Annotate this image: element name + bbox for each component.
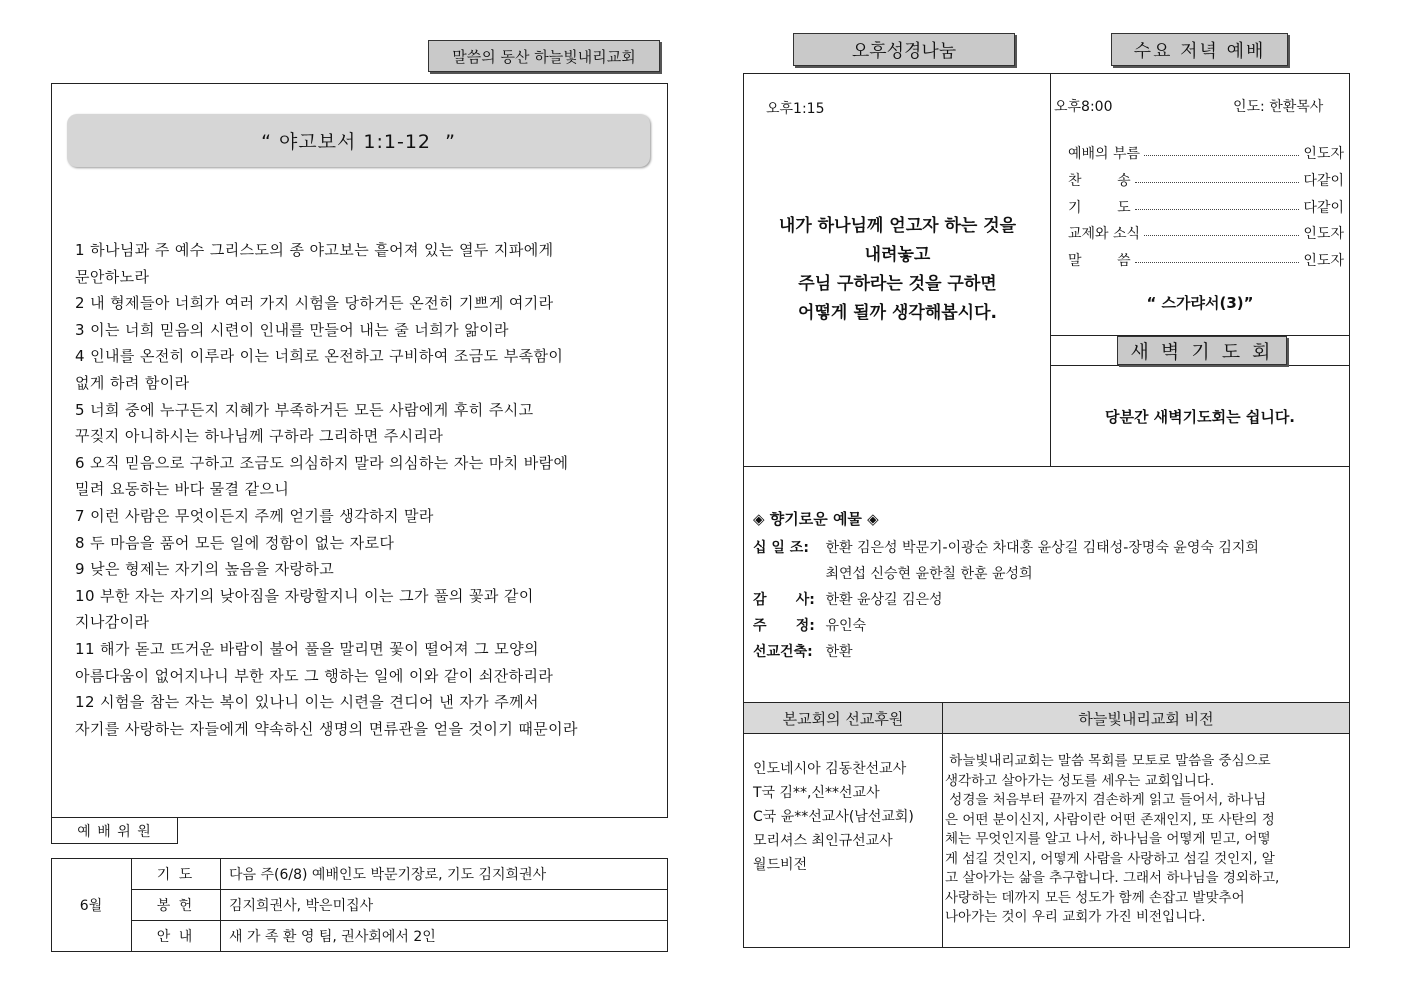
offering-label: 십 일 조: xyxy=(753,540,809,556)
order-item: 말 씀 xyxy=(1068,253,1131,269)
vision-line: 체는 무엇인지를 알고 나서, 하나님을 어떻게 믿고, 어떻 xyxy=(945,831,1271,847)
offering-label: 감 사: xyxy=(753,592,815,608)
mission-item: C국 윤**선교사(남선교회) xyxy=(753,809,914,825)
leader-dots xyxy=(1144,155,1299,156)
scripture-line: 1 하나님과 주 예수 그리스도의 종 야고보는 흩어져 있는 열두 지파에게 xyxy=(75,241,554,259)
offering-names: 한환 xyxy=(825,644,853,660)
section-divider xyxy=(743,466,1350,467)
afternoon-message xyxy=(745,212,1050,328)
scripture-line: 12 시험을 참는 자는 복이 있나니 이는 시련을 견디어 낸 자가 주께서 xyxy=(75,693,539,712)
mission-item: T국 김**,신**선교사 xyxy=(753,785,880,801)
offering-row xyxy=(753,641,853,661)
offering-names: 유인숙 xyxy=(825,618,867,634)
scripture-line: 없게 하려 함이라 xyxy=(75,373,190,392)
mission-item: 인도네시아 김동찬선교사 xyxy=(753,761,907,777)
vision-line: 생각하고 살아가는 성도를 세우는 교회입니다. xyxy=(945,772,1215,789)
scripture-line: 7 이런 사람은 무엇이든지 주께 얻기를 생각하지 말라 xyxy=(75,506,434,525)
mission-header-cell xyxy=(744,703,942,733)
sermon-title: “ 스가랴서(3)” xyxy=(1146,294,1254,312)
scripture-line: 밀려 요동하는 바다 물결 같으니 xyxy=(75,480,290,499)
offering-row xyxy=(753,537,1259,557)
dawn-prayer-tab-text: 새 벽 기 도 회 xyxy=(1130,341,1274,363)
afternoon-message-line: 내려놓고 xyxy=(864,245,931,265)
leader-dots xyxy=(1144,235,1299,236)
scripture-line: 11 해가 돋고 뜨거운 바람이 불어 풀을 말리면 꽃이 떨어져 그 모양의 xyxy=(75,639,539,658)
section-divider xyxy=(1050,365,1350,366)
mission-item: 월드비전 xyxy=(753,857,808,873)
afternoon-bible-tab xyxy=(793,33,1015,66)
vision-line: 하늘빛내리교회는 말씀 목회를 모토로 말씀을 중심으로 xyxy=(945,753,1271,769)
order-row xyxy=(1068,249,1344,271)
church-header-text: 말씀의 동산 하늘빛내리교회 xyxy=(452,47,636,66)
order-who: 인도자 xyxy=(1303,146,1344,162)
leader-dots xyxy=(1135,209,1300,210)
column-divider xyxy=(942,702,943,948)
scripture-text xyxy=(75,237,665,742)
order-who: 다같이 xyxy=(1303,200,1344,216)
offering-names: 최연섭 신승현 윤한칠 한훈 윤성희 xyxy=(825,566,1033,582)
vision-line: 사랑하는 데까지 모든 성도가 함께 손잡고 발맞추어 xyxy=(945,889,1245,906)
duty-month-text: 6월 xyxy=(79,898,103,914)
mission-list xyxy=(753,757,914,877)
church-header-tag xyxy=(428,40,660,72)
scripture-line: 9 낮은 형제는 자기의 높음을 자랑하고 xyxy=(75,560,335,579)
scripture-line: 4 인내를 온전히 이루라 이는 너희로 온전하고 구비하여 조금도 부족함이 xyxy=(75,347,564,366)
order-row xyxy=(1068,196,1344,218)
duty-detail xyxy=(229,920,659,952)
afternoon-message-line: 내가 하나님께 얻고자 하는 것을 xyxy=(778,216,1017,236)
duty-role-text: 안 내 xyxy=(156,929,195,945)
vision-text xyxy=(945,752,1347,928)
section-divider xyxy=(743,733,1350,734)
vision-header-cell xyxy=(943,703,1349,733)
dawn-prayer-tab xyxy=(1117,336,1287,365)
scripture-title-bar xyxy=(67,114,650,167)
duty-detail-text: 김지희권사, 박은미집사 xyxy=(229,897,374,914)
scripture-line: 자기를 사랑하는 자들에게 약속하신 생명의 면류관을 얻을 것이기 때문이라 xyxy=(75,719,578,738)
scripture-line: 10 부한 자는 자기의 낮아짐을 자랑할지니 이는 그가 풀의 꽃과 같이 xyxy=(75,586,534,605)
order-item: 기 도 xyxy=(1068,200,1131,216)
leader-dots xyxy=(1135,182,1300,183)
order-item: 교제와 소식 xyxy=(1068,226,1141,242)
order-row xyxy=(1068,222,1344,244)
order-who: 다같이 xyxy=(1303,173,1344,189)
duty-detail xyxy=(229,858,659,889)
scripture-line: 꾸짖지 아니하시는 하나님께 구하라 그리하면 주시리라 xyxy=(75,427,444,446)
offering-row xyxy=(753,589,943,609)
scripture-line: 2 내 형제들아 너희가 여러 가지 시험을 당하거든 온전히 기쁘게 여기라 xyxy=(75,294,554,313)
offering-names: 한환 김은성 박문기-이광순 차대홍 윤상길 김태성-장명숙 윤영숙 김지희 xyxy=(825,540,1259,556)
scripture-title: “ 야고보서 1:1-12 ” xyxy=(261,131,456,153)
wednesday-leader: 인도: 한환목사 xyxy=(1233,99,1324,115)
worship-committee-text: 예 배 위 원 xyxy=(77,823,152,840)
duty-detail-text: 다음 주(6/8) 예배인도 박문기장로, 기도 김지희권사 xyxy=(229,866,547,883)
order-item: 찬 송 xyxy=(1068,173,1131,189)
duty-month xyxy=(51,858,131,952)
order-item: 예배의 부름 xyxy=(1068,146,1141,162)
afternoon-time: 오후1:15 xyxy=(766,101,825,117)
scripture-line: 3 이는 너희 믿음의 시련이 인내를 만들어 내는 줄 너희가 앎이라 xyxy=(75,320,509,339)
offering-heading: ◈ 향기로운 예물 ◈ xyxy=(753,510,879,528)
afternoon-message-line: 어떻게 될까 생각해봅시다. xyxy=(798,303,997,323)
order-row xyxy=(1068,169,1344,191)
mission-header: 본교회의 선교후원 xyxy=(782,709,904,728)
offering-names: 한환 윤상길 김은성 xyxy=(825,592,943,608)
vision-line: 고 살아가는 삶을 추구합니다. 그래서 하나님을 경외하고, xyxy=(945,870,1280,886)
wednesday-service-tab xyxy=(1111,33,1288,66)
wednesday-time: 오후8:00 xyxy=(1054,99,1113,115)
duty-detail-text: 새 가 족 환 영 팀, 권사회에서 2인 xyxy=(229,929,436,945)
order-who: 인도자 xyxy=(1303,253,1344,269)
order-who: 인도자 xyxy=(1303,226,1344,242)
duty-role xyxy=(131,858,220,889)
scripture-line: 5 너희 중에 누구든지 지혜가 부족하거든 모든 사람에게 후히 주시고 xyxy=(75,400,534,419)
duty-role-text: 봉 헌 xyxy=(156,897,195,914)
vision-header: 하늘빛내리교회 비전 xyxy=(1078,709,1214,728)
scripture-line: 8 두 마음을 품어 모든 일에 정함이 없는 자로다 xyxy=(75,533,395,552)
offering-label: 선교건축: xyxy=(753,644,813,660)
dawn-prayer-notice: 당분간 새벽기도회는 쉽니다. xyxy=(1104,408,1296,426)
offering-row xyxy=(753,563,1033,583)
offering-label: 주 정: xyxy=(753,618,815,634)
leader-dots xyxy=(1135,262,1300,263)
duty-role xyxy=(131,920,220,952)
worship-committee-label xyxy=(51,817,178,844)
scripture-line: 6 오직 믿음으로 구하고 조금도 의심하지 말라 의심하는 자는 마치 바람에 xyxy=(75,453,569,472)
duty-role xyxy=(131,889,220,920)
wednesday-service-tab-text: 수요 저녁 예배 xyxy=(1133,40,1266,62)
duty-role-text: 기 도 xyxy=(156,866,195,883)
scripture-line: 문안하노라 xyxy=(75,267,150,286)
afternoon-message-line: 주님 구하라는 것을 구하면 xyxy=(798,274,997,294)
order-row xyxy=(1068,142,1344,164)
vision-line: 은 어떤 분이신지, 사람이란 어떤 존재인지, 또 사탄의 정 xyxy=(945,811,1275,828)
vision-line: 성경을 처음부터 끝까지 겸손하게 읽고 들어서, 하나님 xyxy=(945,792,1267,808)
offering-row xyxy=(753,615,866,635)
duty-table-divider xyxy=(220,858,221,952)
afternoon-bible-tab-text: 오후성경나눔 xyxy=(851,40,957,62)
vision-line: 게 섬길 것인지, 어떻게 사람을 사랑하고 섬길 것인지, 알 xyxy=(945,850,1275,867)
scripture-line: 아름다움이 없어지나니 부한 자도 그 행하는 일에 이와 같이 쇠잔하리라 xyxy=(75,666,554,685)
mission-item: 모리셔스 최인규선교사 xyxy=(753,833,893,849)
duty-detail xyxy=(229,889,659,920)
vision-line: 나아가는 것이 우리 교회가 가진 비전입니다. xyxy=(945,909,1206,925)
scripture-line: 지나감이라 xyxy=(75,613,150,632)
